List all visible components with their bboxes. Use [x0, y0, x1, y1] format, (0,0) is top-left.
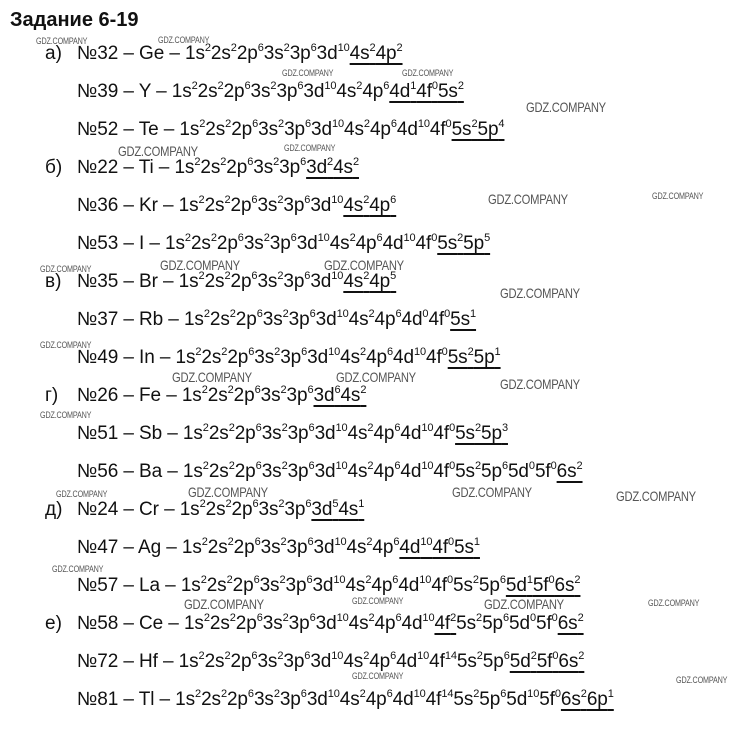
electron-formula — [77, 686, 614, 714]
element-number-symbol: №52 – Te – — [77, 119, 180, 140]
element-number-symbol: №49 – In – — [77, 347, 176, 368]
watermark: GDZ.COMPANY — [402, 68, 454, 78]
watermark: GDZ.COMPANY — [40, 264, 92, 274]
electron-formula — [77, 458, 583, 486]
group-label: д) — [45, 499, 63, 520]
core-electrons: $1s^22s^22p^63s^23p^63d^{10}4s^24p^64d^04f^0$ — [183, 308, 451, 330]
electron-formula — [77, 496, 364, 524]
valence-electrons: $5d^15f^06s^2$ — [505, 574, 581, 596]
core-electrons: $1s^22s^22p^63s^23p^63d^{10}$ — [185, 42, 350, 64]
element-number-symbol: №32 – Ge – — [77, 43, 186, 64]
valence-electrons: $6s^26p^1$ — [560, 688, 614, 710]
watermark: GDZ.COMPANY — [526, 99, 606, 115]
core-electrons: $1s^22s^22p^63s^23p^63d^{10}4s^24p^6$ — [181, 536, 400, 558]
core-electrons: $1s^22s^22p^63s^23p^63d^{10}$ — [178, 194, 344, 216]
core-electrons: $1s^22s^22p^63s^23p^6$ — [179, 498, 312, 520]
core-electrons: $1s^22s^22p^63s^23p^63d^{10}4s^24p^64d^{10}4f^{14}5s^25p^6$ — [178, 650, 510, 672]
watermark: GDZ.COMPANY — [616, 488, 696, 504]
watermark: GDZ.COMPANY — [500, 376, 580, 392]
element-number-symbol: №81 – Tl – — [77, 689, 176, 710]
core-electrons: $1s^22s^22p^63s^23p^63d^{10}4s^24p^64d^{10}4f^0$ — [182, 422, 456, 444]
element-number-symbol: №53 – I – — [77, 233, 166, 254]
electron-formula — [77, 382, 366, 410]
valence-electrons: $3d^24s^2$ — [306, 156, 359, 178]
valence-electrons: $4d^{10}4f^05s^1$ — [399, 536, 480, 558]
core-electrons: $1s^22s^22p^63s^23p^63d^{10}$ — [178, 270, 344, 292]
valence-electrons: $3d^64s^2$ — [313, 384, 367, 406]
valence-electrons: $5s^25p^1$ — [447, 346, 501, 368]
valence-electrons: $3d^54s^1$ — [311, 498, 365, 520]
watermark: GDZ.COMPANY — [352, 596, 404, 606]
valence-electrons: $4s^24p^5$ — [343, 270, 397, 292]
valence-electrons: $6s^2$ — [556, 460, 583, 482]
electron-formula — [77, 610, 584, 638]
watermark: GDZ.COMPANY — [52, 564, 104, 574]
element-number-symbol: №47 – Ag – — [77, 537, 182, 558]
watermark: GDZ.COMPANY — [172, 369, 252, 385]
core-electrons: $1s^22s^22p^63s^23p^6$ — [181, 384, 314, 406]
watermark: GDZ.COMPANY — [652, 191, 704, 201]
watermark: GDZ.COMPANY — [452, 484, 532, 500]
watermark: GDZ.COMPANY — [336, 369, 416, 385]
core-electrons: $5s^25p^65d^05f^0$ — [456, 612, 558, 634]
watermark: GDZ.COMPANY — [40, 410, 92, 420]
watermark: GDZ.COMPANY — [184, 596, 264, 612]
valence-electrons: $5s^25p^4$ — [451, 118, 505, 140]
element-number-symbol: №26 – Fe – — [77, 385, 182, 406]
core-electrons: $1s^22s^22p^63s^23p^6$ — [174, 156, 307, 178]
element-number-symbol: №58 – Ce – — [77, 613, 184, 634]
valence-electrons: $5s^1$ — [450, 308, 477, 330]
group-label: а) — [45, 43, 62, 64]
watermark: GDZ.COMPANY — [282, 68, 334, 78]
element-number-symbol: №56 – Ba – — [77, 461, 183, 482]
element-number-symbol: №57 – La – — [77, 575, 181, 596]
group-label: е) — [45, 613, 62, 634]
valence-electrons: $5s^25p^5$ — [437, 232, 491, 254]
group-label: г) — [45, 385, 59, 406]
core-electrons: $1s^22s^22p^63s^23p^63d^{10}4s^24p^64d^{10}4f^0$ — [179, 118, 452, 140]
electron-formula — [77, 306, 476, 334]
valence-electrons: $5s^25p^3$ — [455, 422, 508, 444]
watermark: GDZ.COMPANY — [324, 257, 404, 273]
electron-formula — [77, 192, 396, 220]
watermark: GDZ.COMPANY — [160, 257, 240, 273]
valence-electrons: $4d^14f^05s^2$ — [389, 80, 464, 102]
electron-formula — [77, 420, 508, 448]
watermark: GDZ.COMPANY — [488, 191, 568, 207]
core-electrons: $1s^22s^22p^63s^23p^63d^{10}4s^24p^6$ — [171, 80, 390, 102]
electron-formula — [77, 40, 403, 68]
watermark: GDZ.COMPANY — [500, 285, 580, 301]
element-number-symbol: №37 – Rb – — [77, 309, 184, 330]
element-number-symbol: №36 – Kr – — [77, 195, 179, 216]
element-number-symbol: №22 – Ti – — [77, 157, 175, 178]
core-electrons: $1s^22s^22p^63s^23p^63d^{10}4s^24p^64d^{10}4f^{14}5s^25p^65d^{10}5f^0$ — [175, 688, 561, 710]
core-electrons: $1s^22s^22p^63s^23p^63d^{10}4s^24p^64d^{10}4f^05s^25p^6$ — [180, 574, 506, 596]
watermark: GDZ.COMPANY — [118, 143, 198, 159]
group-label: б) — [45, 157, 63, 178]
element-number-symbol: №39 – Y – — [77, 81, 172, 102]
electron-formula — [77, 78, 464, 106]
electron-formula — [77, 230, 490, 258]
watermark: GDZ.COMPANY — [284, 143, 336, 153]
valence-electrons: $4s^24p^6$ — [343, 194, 397, 216]
group-label: в) — [45, 271, 62, 292]
element-number-symbol: №51 – Sb – — [77, 423, 183, 444]
watermark: GDZ.COMPANY — [36, 36, 88, 46]
watermark: GDZ.COMPANY — [40, 340, 92, 350]
electron-formula — [77, 534, 480, 562]
watermark: GDZ.COMPANY — [676, 675, 728, 685]
element-number-symbol: №24 – Cr – — [77, 499, 180, 520]
electron-formula — [77, 648, 584, 676]
valence-electrons: $4s^24p^2$ — [349, 42, 403, 64]
watermark: GDZ.COMPANY — [188, 484, 268, 500]
watermark: GDZ.COMPANY — [56, 489, 108, 499]
valence-electrons: $5d^25f^06s^2$ — [509, 650, 585, 672]
core-electrons: $1s^22s^22p^63s^23p^63d^{10}4s^24p^64d^{10}4f^05s^25p^65d^05f^0$ — [182, 460, 557, 482]
electron-formula — [77, 344, 501, 372]
core-electrons: $1s^22s^22p^63s^23p^63d^{10}4s^24p^64d^{10}$ — [183, 612, 435, 634]
watermark: GDZ.COMPANY — [352, 671, 404, 681]
core-electrons: $1s^22s^22p^63s^23p^63d^{10}4s^24p^64d^{10}4f^0$ — [175, 346, 448, 368]
watermark: GDZ.COMPANY — [484, 596, 564, 612]
element-number-symbol: №35 – Br – — [77, 271, 179, 292]
valence-electrons: $6s^2$ — [557, 612, 584, 634]
watermark: GDZ.COMPANY — [158, 35, 210, 45]
valence-electrons: $4f^2$ — [434, 612, 457, 634]
element-number-symbol: №72 – Hf – — [77, 651, 179, 672]
watermark: GDZ.COMPANY — [648, 598, 700, 608]
electron-formula — [77, 116, 504, 144]
task-title: Задание 6-19 — [10, 9, 139, 31]
core-electrons: $1s^22s^22p^63s^23p^63d^{10}4s^24p^64d^{10}4f^0$ — [165, 232, 438, 254]
